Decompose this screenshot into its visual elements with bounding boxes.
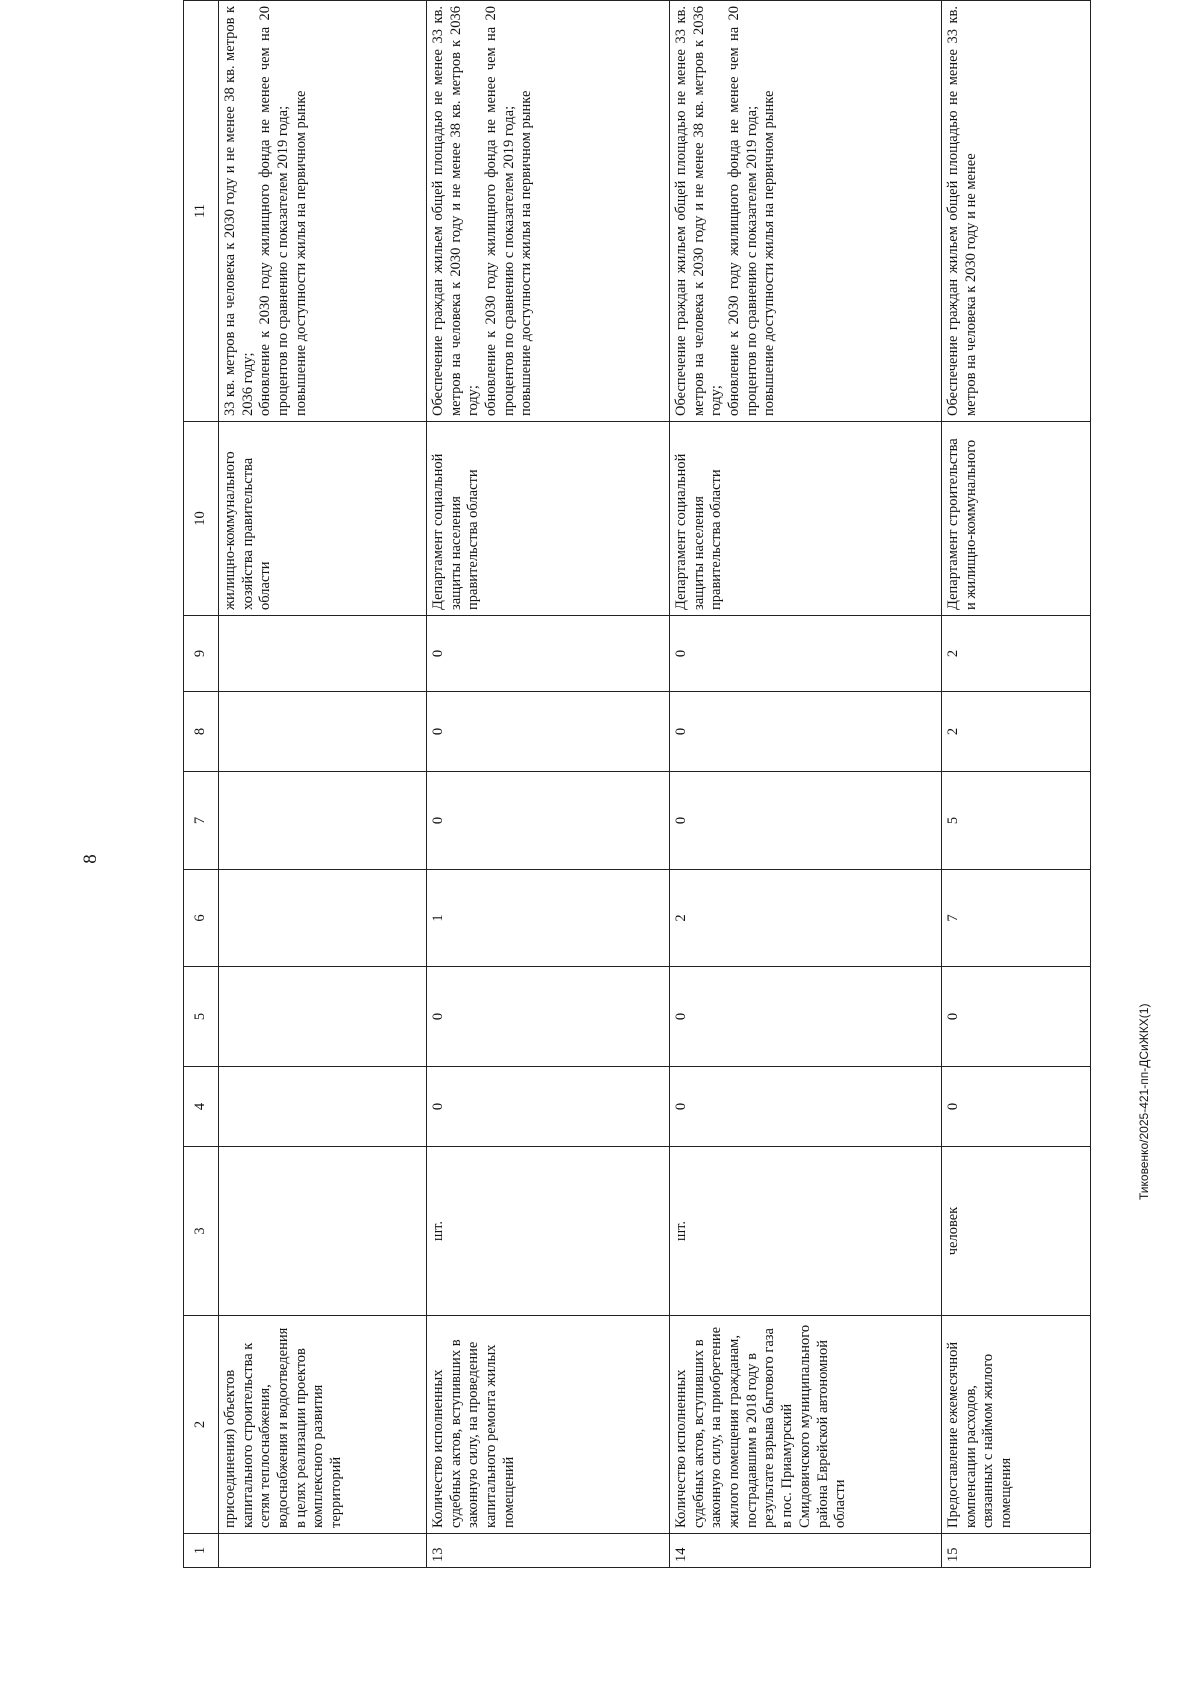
value-cell: 0 (427, 1067, 670, 1147)
value-cell: 5 (942, 772, 1091, 870)
value-cell (219, 1067, 427, 1147)
value-cell (219, 870, 427, 967)
value-cell: 0 (670, 1067, 942, 1147)
table-row (670, 1, 942, 1568)
value-cell: 0 (427, 967, 670, 1067)
value-cell: 1 (427, 870, 670, 967)
document-code: Тиковенко/2025-421-пп-ДСиЖКХ(1) (1137, 1003, 1151, 1200)
col-header: 11 (184, 1, 219, 422)
row-number (219, 1534, 427, 1568)
responsible-cell: Департамент строительства и жилищно-коммунального (942, 422, 1091, 616)
row-number: 13 (427, 1534, 670, 1568)
indicators-table (183, 0, 1091, 1568)
table-row (219, 1, 427, 1568)
value-cell: 0 (427, 692, 670, 772)
table-row (427, 1, 670, 1568)
responsible-cell: Департамент социальной защиты населения правительства области (670, 422, 942, 616)
col-header: 3 (184, 1147, 219, 1316)
value-cell: 0 (670, 616, 942, 692)
value-cell: 0 (942, 1067, 1091, 1147)
value-cell: 0 (670, 692, 942, 772)
value-cell: 2 (942, 692, 1091, 772)
goal-cell: Обеспечение граждан жильем общей площадью не менее 33 кв. метров на человека к 2030 году и не менее (942, 1, 1091, 422)
value-cell: 0 (670, 967, 942, 1067)
value-cell: 0 (670, 772, 942, 870)
indicator-name: Количество исполненных судебных актов, вступивших в законную силу, на приобретение жилого помещения гражданам, пострадавшим в 2018 году в результате взрыва бытового газа в пос. Приамурский Смидовичского муниципального района Еврейской автономной области (670, 1316, 942, 1534)
page-number: 8 (79, 854, 101, 864)
unit-cell: шт. (427, 1147, 670, 1316)
rotated-table-container (183, 6, 1091, 1568)
table-header-row (184, 1, 219, 1568)
col-header: 6 (184, 870, 219, 967)
col-header: 4 (184, 1067, 219, 1147)
goal-cell: Обеспечение граждан жильем общей площадью не менее 33 кв. метров на человека к 2030 году и не менее 38 кв. метров к 2036 году; обновление к 2030 году жилищного фонда не менее чем на 20 процентов по сравнению с показателем 2019 года; повышение доступности жилья на первичном рынке (670, 1, 942, 422)
col-header: 9 (184, 616, 219, 692)
value-cell (219, 772, 427, 870)
table-row (942, 1, 1091, 1568)
unit-cell (219, 1147, 427, 1316)
goal-cell: Обеспечение граждан жильем общей площадью не менее 33 кв. метров на человека к 2030 году и не менее 38 кв. метров к 2036 году; обновление к 2030 году жилищного фонда не менее чем на 20 процентов по сравнению с показателем 2019 года; повышение доступности жилья на первичном рынке (427, 1, 670, 422)
value-cell (219, 616, 427, 692)
value-cell: 0 (427, 616, 670, 692)
col-header: 8 (184, 692, 219, 772)
value-cell: 0 (427, 772, 670, 870)
unit-cell: человек (942, 1147, 1091, 1316)
indicator-name: присоединения) объектов капитального строительства к сетям теплоснабжения, водоснабжения и водоотведения в целях реализации проектов комплексного развития территорий (219, 1316, 427, 1534)
row-number: 15 (942, 1534, 1091, 1568)
row-number: 14 (670, 1534, 942, 1568)
goal-cell: 33 кв. метров на человека к 2030 году и не менее 38 кв. метров к 2036 году; обновление к 2030 году жилищного фонда не менее чем на 20 процентов по сравнению с показателем 2019 года; повышение доступности жилья на первичном рынке (219, 1, 427, 422)
col-header: 7 (184, 772, 219, 870)
responsible-cell: Департамент социальной защиты населения правительства области (427, 422, 670, 616)
value-cell: 2 (942, 616, 1091, 692)
indicator-name: Предоставление ежемесячной компенсации расходов, связанных с наймом жилого помещения (942, 1316, 1091, 1534)
unit-cell: шт. (670, 1147, 942, 1316)
col-header: 1 (184, 1534, 219, 1568)
value-cell: 0 (942, 967, 1091, 1067)
col-header: 5 (184, 967, 219, 1067)
value-cell: 2 (670, 870, 942, 967)
col-header: 10 (184, 422, 219, 616)
value-cell: 7 (942, 870, 1091, 967)
responsible-cell: жилищно-коммунального хозяйства правительства области (219, 422, 427, 616)
value-cell (219, 692, 427, 772)
col-header: 2 (184, 1316, 219, 1534)
value-cell (219, 967, 427, 1067)
indicator-name: Количество исполненных судебных актов, вступивших в законную силу, на проведение капитального ремонта жилых помещений (427, 1316, 670, 1534)
